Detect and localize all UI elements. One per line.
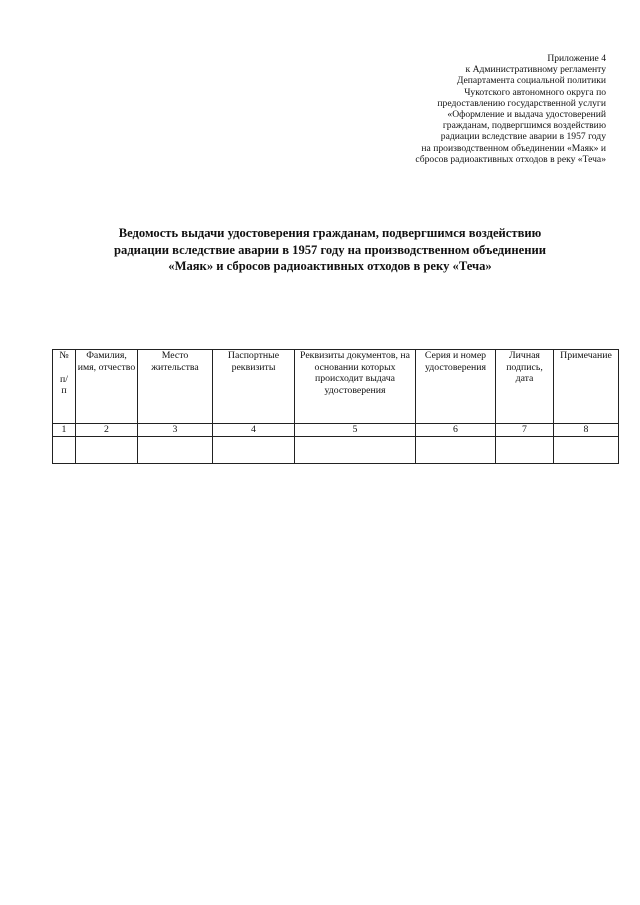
header-row [53, 350, 619, 424]
header-number-line: п [61, 385, 67, 397]
header-series-number: Серия и номер удостоверения [416, 350, 496, 424]
header-note: Примечание [554, 350, 619, 424]
column-number-cell: 3 [138, 424, 213, 437]
title-line: Ведомость выдачи удостоверения гражданам, подвергшимся воздействию [118, 226, 542, 240]
column-number-cell: 1 [53, 424, 76, 437]
appendix-line: предоставлению государственной услуги [437, 97, 606, 109]
title-line: радиации вследствие аварии в 1957 году на производственном объединении [114, 242, 546, 257]
column-number-row [53, 424, 619, 437]
empty-cell [53, 437, 76, 464]
appendix-line: Приложение 4 [547, 53, 606, 64]
column-number-cell: 7 [496, 424, 554, 437]
empty-cell [295, 437, 416, 464]
header-residence: Место жительства [138, 350, 213, 424]
empty-cell [554, 437, 619, 464]
document-title [40, 225, 620, 275]
column-number-cell: 6 [416, 424, 496, 437]
empty-cell [138, 437, 213, 464]
appendix-line: радиации вследствие аварии в 1957 году [440, 131, 606, 143]
appendix-line: Чукотского автономного округа по [464, 86, 606, 98]
header-passport: Паспортные реквизиты [213, 350, 295, 424]
empty-cell [213, 437, 295, 464]
appendix-line: гражданам, подвергшимся воздействию [442, 120, 606, 132]
title-line: «Маяк» и сбросов радиоактивных отходов в реку «Теча» [168, 259, 492, 273]
appendix-line: «Оформление и выдача удостоверений [447, 109, 606, 121]
column-number-cell: 5 [295, 424, 416, 437]
empty-entry-row [53, 437, 619, 464]
header-signature-date: Личная подпись, дата [496, 350, 554, 424]
empty-cell [76, 437, 138, 464]
header-number [53, 350, 76, 424]
column-number-cell: 2 [76, 424, 138, 437]
appendix-block [306, 53, 606, 165]
register-table [52, 349, 619, 464]
empty-cell [496, 437, 554, 464]
column-number-cell: 4 [213, 424, 295, 437]
header-name: Фамилия, имя, отчество [76, 350, 138, 424]
appendix-line: на производственном объединении «Маяк» и [421, 142, 606, 154]
header-documents: Реквизиты документов, на основании которых происходит выдача удостоверения [295, 350, 416, 424]
appendix-line: к Административному регламенту [465, 64, 606, 76]
appendix-line: Департамента социальной политики [456, 75, 606, 87]
header-number-line: п/ [60, 373, 68, 385]
empty-cell [416, 437, 496, 464]
column-number-cell: 8 [554, 424, 619, 437]
header-number-line: № [59, 350, 69, 361]
appendix-line: сбросов радиоактивных отходов в реку «Теча» [415, 153, 606, 165]
